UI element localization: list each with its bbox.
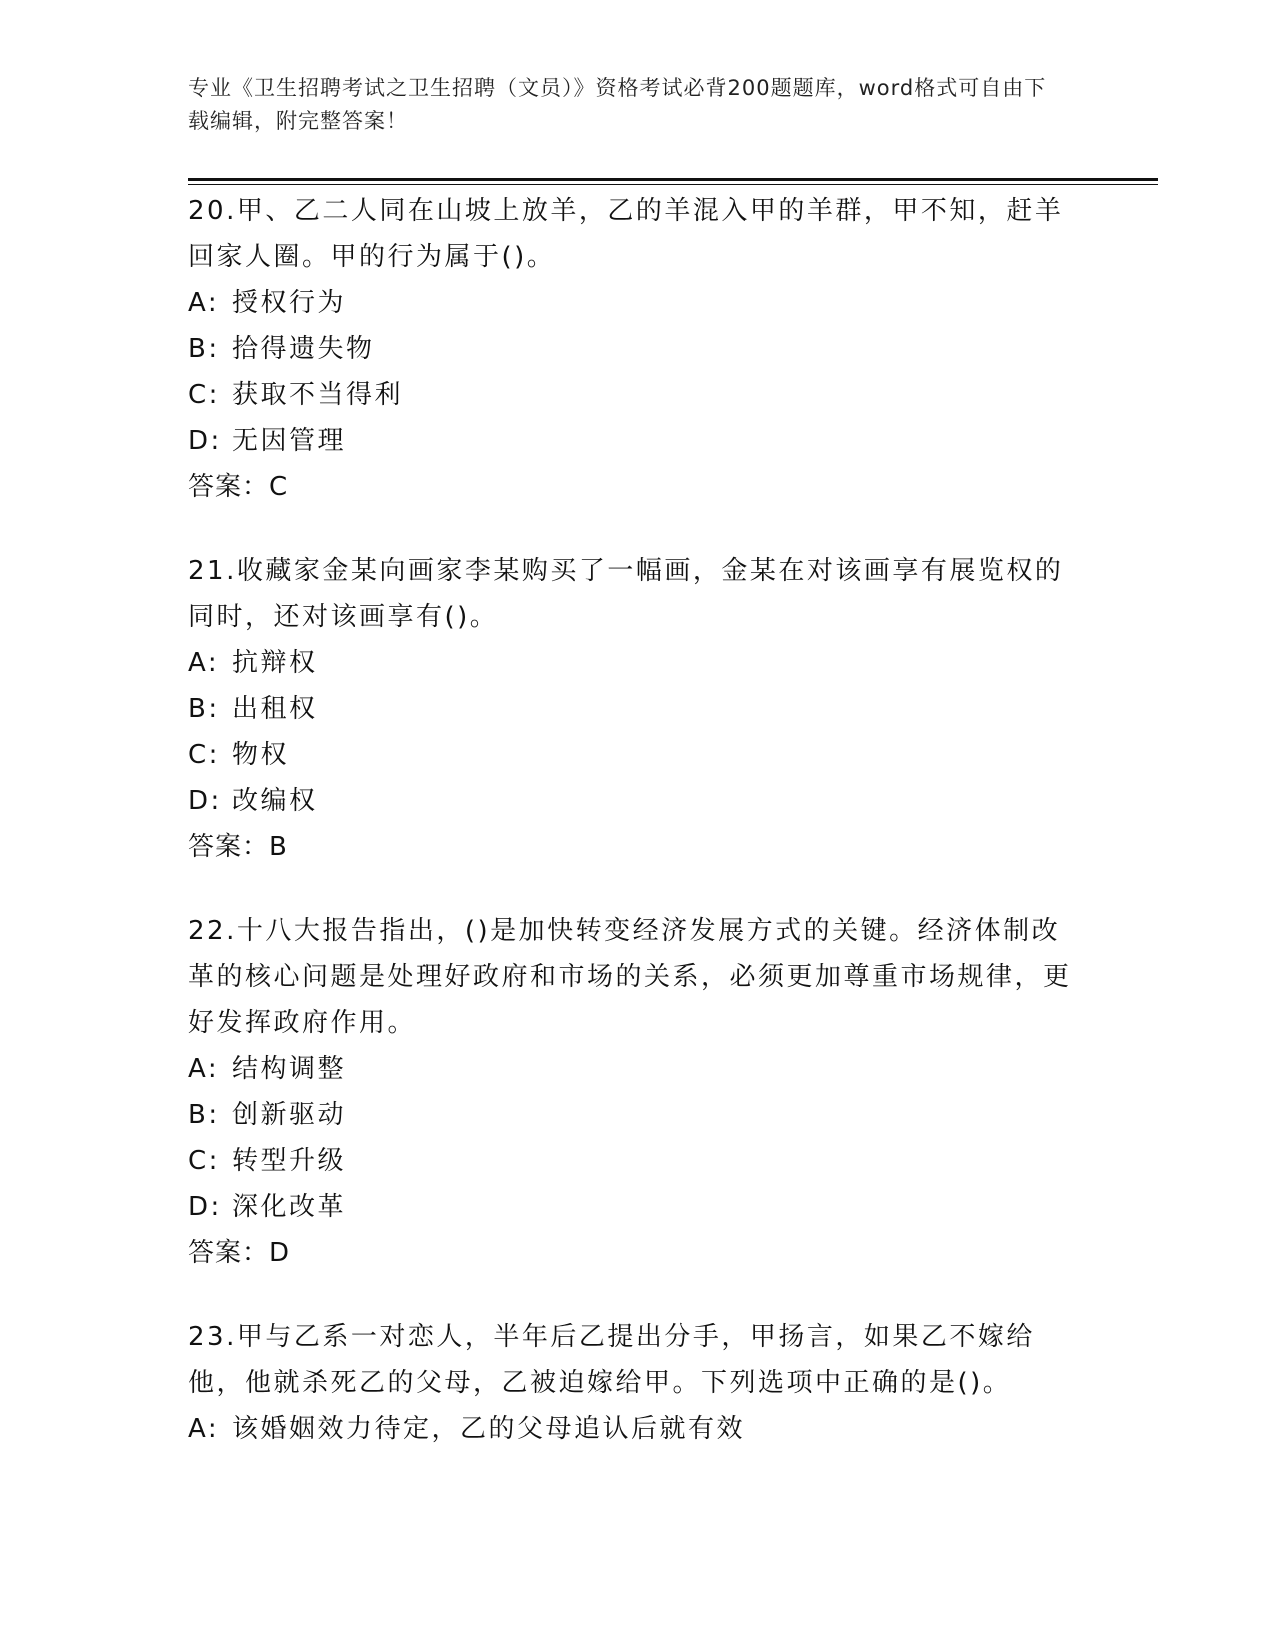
option-key: A: (188, 648, 220, 678)
option-c (188, 372, 1088, 418)
option-text: 出租权 (232, 694, 318, 724)
option-text: 拾得遗失物 (232, 334, 375, 364)
option-text: 抗辩权 (232, 648, 318, 678)
header-divider-thick (188, 178, 1158, 181)
option-key: A: (188, 288, 220, 318)
question-list (188, 188, 1088, 1490)
option-c (188, 732, 1088, 778)
option-text: 无因管理 (232, 426, 347, 456)
option-b (188, 326, 1088, 372)
option-a (188, 1406, 1088, 1452)
question-stem: 22.十八大报告指出，()是加快转变经济发展方式的关键。经济体制改革的核心问题是处理好政府和市场的关系，必须更加尊重市场规律，更好发挥政府作用。 (188, 916, 1072, 1038)
option-text: 结构调整 (232, 1054, 347, 1084)
document-header: 专业《卫生招聘考试之卫生招聘（文员）》资格考试必背200题题库，word格式可自由下载编辑，附完整答案！ (188, 76, 1047, 133)
option-key: B: (188, 694, 220, 724)
option-text: 深化改革 (232, 1192, 347, 1222)
option-d (188, 418, 1088, 464)
question-stem: 23.甲与乙系一对恋人，半年后乙提出分手，甲扬言，如果乙不嫁给他，他就杀死乙的父母，乙被迫嫁给甲。下列选项中正确的是()。 (188, 1322, 1035, 1398)
question-stem: 21.收藏家金某向画家李某购买了一幅画，金某在对该画享有展览权的同时，还对该画享有()。 (188, 556, 1064, 632)
answer: 答案：B (188, 832, 288, 862)
option-d (188, 1184, 1088, 1230)
option-key: C: (188, 740, 220, 770)
option-a (188, 640, 1088, 686)
option-key: D: (188, 786, 222, 816)
option-text: 物权 (232, 740, 290, 770)
option-text: 授权行为 (232, 288, 347, 318)
option-key: A: (188, 1414, 220, 1444)
question-22 (188, 908, 1088, 1276)
option-text: 创新驱动 (232, 1100, 347, 1130)
option-a (188, 280, 1088, 326)
option-key: D: (188, 426, 222, 456)
option-key: D: (188, 1192, 222, 1222)
option-text: 该婚姻效力待定，乙的父母追认后就有效 (232, 1414, 746, 1444)
option-key: C: (188, 1146, 220, 1176)
answer: 答案：D (188, 1238, 291, 1268)
question-23 (188, 1314, 1088, 1452)
option-a (188, 1046, 1088, 1092)
option-c (188, 1138, 1088, 1184)
answer: 答案：C (188, 472, 289, 502)
option-d (188, 778, 1088, 824)
header-divider-thin (188, 184, 1158, 185)
question-20 (188, 188, 1088, 510)
option-key: B: (188, 1100, 220, 1130)
option-key: A: (188, 1054, 220, 1084)
option-b (188, 1092, 1088, 1138)
question-21 (188, 548, 1088, 870)
option-b (188, 686, 1088, 732)
question-stem: 20.甲、乙二人同在山坡上放羊，乙的羊混入甲的羊群，甲不知，赶羊回家人圈。甲的行为属于()。 (188, 196, 1064, 272)
option-text: 获取不当得利 (232, 380, 404, 410)
option-key: C: (188, 380, 220, 410)
option-text: 改编权 (232, 786, 318, 816)
option-key: B: (188, 334, 220, 364)
option-text: 转型升级 (232, 1146, 347, 1176)
